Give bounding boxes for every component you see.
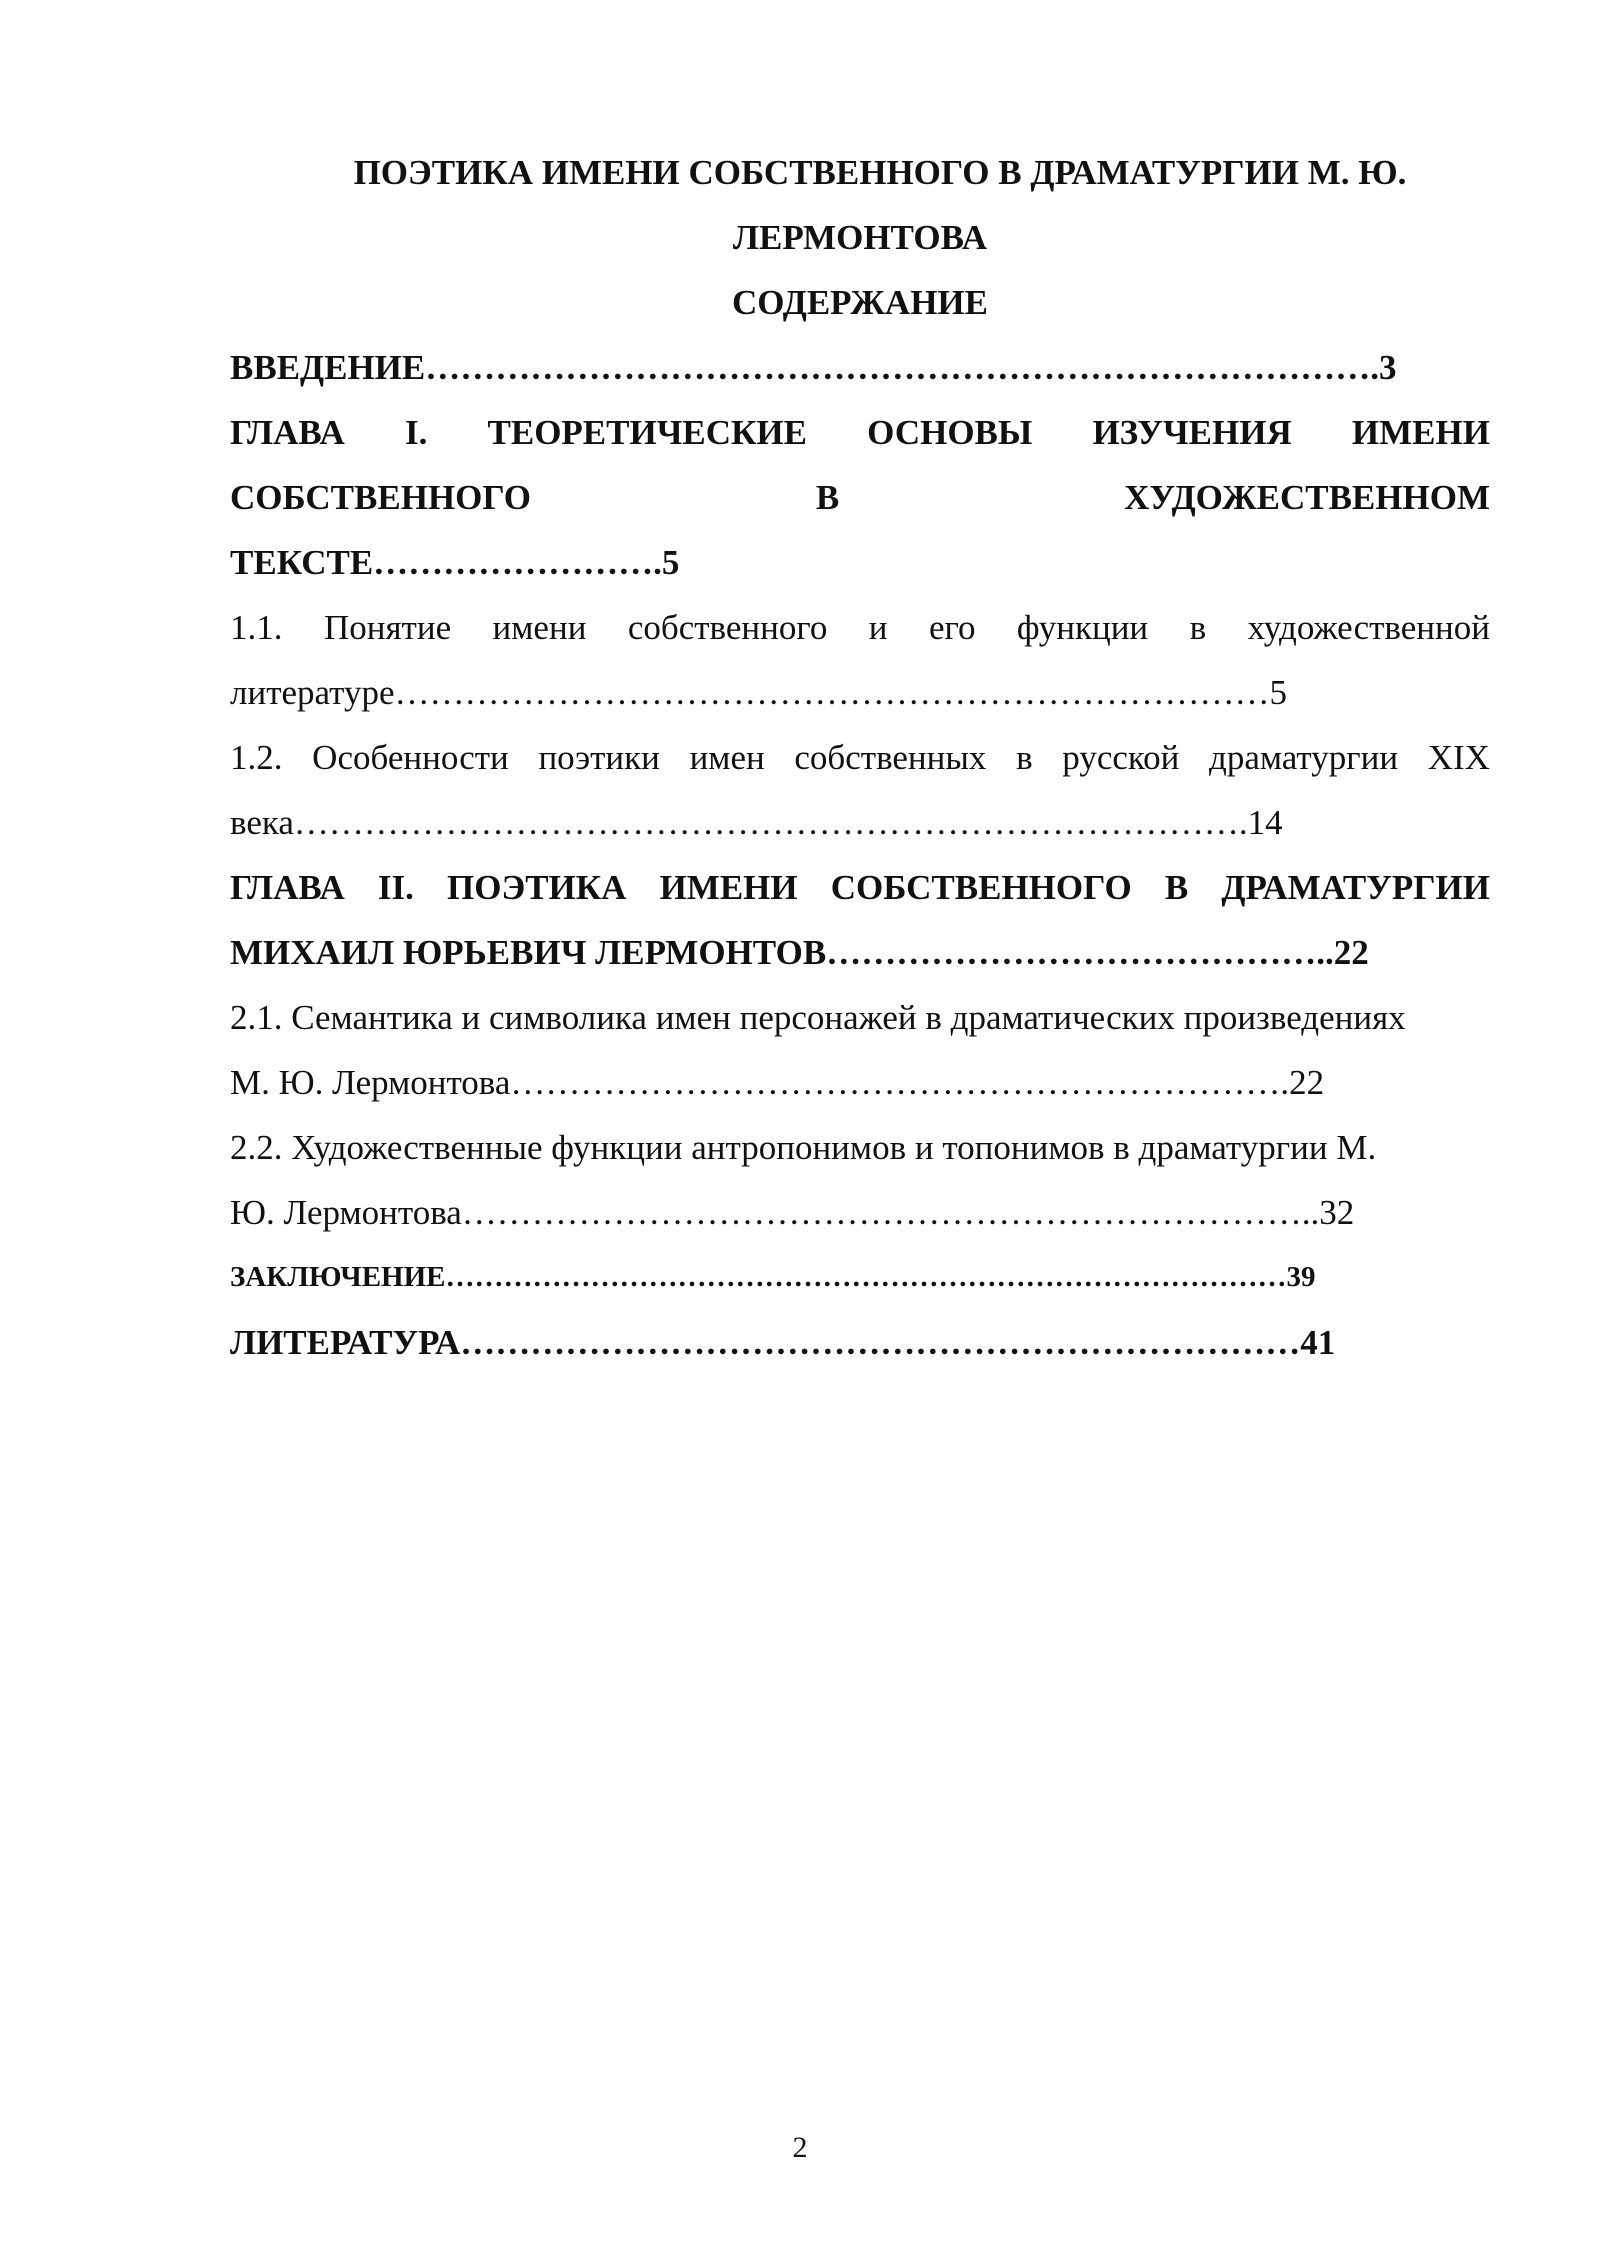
toc-entry-section-2-1-line-2: М. Ю. Лермонтова………………………………………………………….22	[230, 1063, 1325, 1102]
toc-word: ТЕОРЕТИЧЕСКИЕ	[487, 413, 807, 452]
toc-word: поэтики	[538, 738, 660, 777]
toc-word: его	[928, 608, 976, 647]
toc-word: собственного	[627, 608, 828, 647]
toc-word: Понятие	[323, 608, 452, 647]
toc-word: II.	[377, 868, 414, 907]
toc-entry-chapter-2-line-2: МИХАИЛ ЮРЬЕВИЧ ЛЕРМОНТОВ……………………………………..22	[230, 933, 1369, 972]
toc-entry-section-1-2-line-2: века……………………………………………………………………….14	[230, 803, 1283, 842]
toc-entry-introduction: ВВЕДЕНИЕ……………………………………………………………………….3	[230, 348, 1397, 387]
toc-word: В	[815, 478, 840, 517]
toc-entry-chapter-2-line-1	[230, 855, 1490, 920]
toc-word: ХУДОЖЕСТВЕННОМ	[1124, 478, 1490, 517]
toc-word: XIX	[1427, 738, 1490, 777]
toc-heading: СОДЕРЖАНИЕ	[731, 283, 988, 322]
toc-word: собственных	[794, 738, 987, 777]
page-content	[230, 140, 1490, 1375]
document-title-line-2: ЛЕРМОНТОВА	[732, 218, 988, 257]
toc-word: художественной	[1247, 608, 1490, 647]
toc-word: имени	[492, 608, 587, 647]
page-number: 2	[792, 2131, 808, 2164]
toc-word: СОБСТВЕННОГО	[830, 868, 1132, 907]
toc-entry-literature: ЛИТЕРАТУРА………………………………………………………………41	[230, 1323, 1336, 1362]
toc-entry-chapter-1-line-1	[230, 400, 1490, 465]
toc-word: 1.1.	[230, 608, 283, 647]
toc-entry-section-1-1-line-2: литературе…………………………………………………………………5	[230, 673, 1288, 712]
document-title-line-1: ПОЭТИКА ИМЕНИ СОБСТВЕННОГО В ДРАМАТУРГИИ М. Ю.	[353, 153, 1407, 192]
toc-word: функции	[1016, 608, 1149, 647]
toc-word: Особенности	[312, 738, 509, 777]
toc-word: в	[1016, 738, 1033, 777]
toc-word: русской	[1062, 738, 1180, 777]
toc-word: в	[1189, 608, 1207, 647]
toc-entry-chapter-1-line-3: ТЕКСТЕ…………………….5	[230, 543, 680, 582]
toc-entry-section-1-2-line-1	[230, 725, 1490, 790]
toc-word: I.	[404, 413, 428, 452]
toc-word: ИМЕНИ	[659, 868, 798, 907]
toc-word: ДРАМАТУРГИИ	[1221, 868, 1490, 907]
toc-word: 1.2.	[230, 738, 283, 777]
toc-word: драматургии	[1209, 738, 1399, 777]
toc-entry-conclusion: ЗАКЛЮЧЕНИЕ……………………………………………………………………………39	[230, 1261, 1316, 1293]
toc-entry-section-2-2-line-1: 2.2. Художественные функции антропонимов и топонимов в драматургии М.	[230, 1128, 1377, 1167]
toc-word: имен	[689, 738, 765, 777]
toc-word: ИМЕНИ	[1351, 413, 1490, 452]
toc-word: ГЛАВА	[230, 413, 345, 452]
toc-word: и	[868, 608, 888, 647]
toc-word: СОБСТВЕННОГО	[230, 478, 532, 517]
toc-entry-section-2-2-line-2: Ю. Лермонтова………………………………………………………………..32	[230, 1193, 1355, 1232]
toc-word: В	[1164, 868, 1189, 907]
toc-word: ГЛАВА	[230, 868, 345, 907]
toc-word: ОСНОВЫ	[867, 413, 1033, 452]
toc-word: ИЗУЧЕНИЯ	[1092, 413, 1292, 452]
toc-entry-section-2-1-line-1: 2.1. Семантика и символика имен персонажей в драматических произведениях	[230, 998, 1406, 1037]
toc-entry-section-1-1-line-1	[230, 595, 1490, 660]
toc-word: ПОЭТИКА	[447, 868, 627, 907]
toc-entry-chapter-1-line-2	[230, 465, 1490, 530]
